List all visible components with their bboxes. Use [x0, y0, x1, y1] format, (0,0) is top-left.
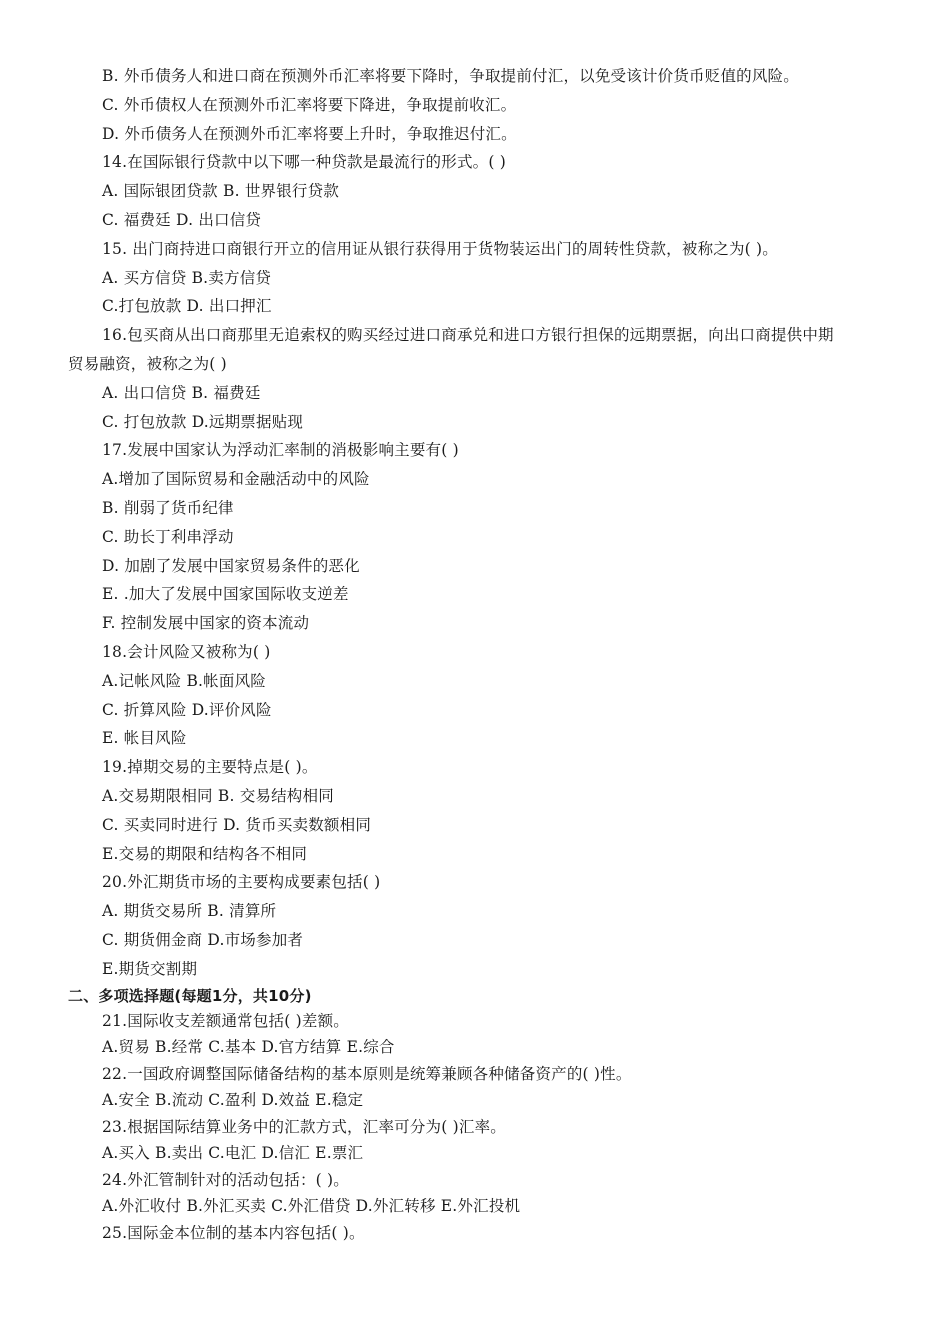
text-line: A. 期货交易所 B. 清算所: [102, 902, 277, 921]
text-line: F. 控制发展中国家的资本流动: [102, 614, 310, 633]
question-21: 21.国际收支差额通常包括( )差额。: [102, 1011, 349, 1030]
text-line: E. 帐目风险: [102, 729, 187, 748]
section-heading: 二、多项选择题(每题1分，共10分): [68, 986, 312, 1005]
text-line: D. 外币债务人在预测外币汇率将要上升时，争取推迟付汇。: [102, 124, 517, 143]
question-14: 14.在国际银行贷款中以下哪一种贷款是最流行的形式。( ): [102, 153, 506, 172]
text-line: C. 打包放款 D.远期票据贴现: [102, 412, 304, 431]
text-line: E.交易的期限和结构各不相同: [102, 844, 308, 863]
text-line: A.外汇收付 B.外汇买卖 C.外汇借贷 D.外汇转移 E.外汇投机: [102, 1197, 521, 1215]
question-16: 16.包买商从出口商那里无追索权的购买经过进口商承兑和进口方银行担保的远期票据，向出口商提供中期: [102, 326, 834, 345]
text-line: C. 买卖同时进行 D. 货币买卖数额相同: [102, 815, 372, 834]
text-line: A.贸易 B.经常 C.基本 D.官方结算 E.综合: [102, 1038, 395, 1056]
text-line: C. 福费廷 D. 出口信贷: [102, 210, 262, 229]
text-line: E.期货交割期: [102, 959, 198, 978]
text-line: E. .加大了发展中国家国际收支逆差: [102, 585, 349, 604]
question-25: 25.国际金本位制的基本内容包括( )。: [102, 1223, 365, 1242]
text-line: A.交易期限相同 B. 交易结构相同: [102, 786, 334, 805]
text-line: A. 出口信贷 B. 福费廷: [102, 383, 261, 402]
document-page: [0, 62, 950, 1246]
question-24: 24.外汇管制针对的活动包括：( )。: [102, 1170, 349, 1189]
question-19: 19.掉期交易的主要特点是( )。: [102, 758, 318, 777]
question-23: 23.根据国际结算业务中的汇款方式，汇率可分为( )汇率。: [102, 1117, 506, 1136]
text-line: C. 助长丁利串浮动: [102, 527, 234, 546]
text-line: B. 外币债务人和进口商在预测外币汇率将要下降时，争取提前付汇，以免受该计价货币贬值的风险。: [102, 67, 799, 85]
text-line: C. 期货佣金商 D.市场参加者: [102, 930, 304, 949]
text-line: A.记帐风险 B.帐面风险: [102, 671, 266, 690]
text-line: C.打包放款 D. 出口押汇: [102, 297, 272, 316]
question-18: 18.会计风险又被称为( ): [102, 642, 271, 661]
question-20: 20.外汇期货市场的主要构成要素包括( ): [102, 873, 381, 892]
question-22: 22.一国政府调整国际储备结构的基本原则是统筹兼顾各种储备资产的( )性。: [102, 1064, 632, 1083]
text-line: C. 折算风险 D.评价风险: [102, 700, 272, 719]
text-line: A.增加了国际贸易和金融活动中的风险: [102, 470, 370, 489]
text-line: A.买入 B.卖出 C.电汇 D.信汇 E.票汇: [102, 1144, 364, 1162]
text-line: A.安全 B.流动 C.盈利 D.效益 E.稳定: [102, 1091, 364, 1109]
text-line: D. 加剧了发展中国家贸易条件的恶化: [102, 556, 360, 575]
text-line: A. 国际银团贷款 B. 世界银行贷款: [102, 182, 340, 201]
text-line: C. 外币债权人在预测外币汇率将要下降进，争取提前收汇。: [102, 95, 517, 114]
question-16-continued: 贸易融资，被称之为( ): [68, 354, 227, 373]
text-line: B. 削弱了货币纪律: [102, 498, 234, 517]
question-15: 15. 出门商持进口商银行开立的信用证从银行获得用于货物装运出门的周转性贷款，被称之为( )。: [102, 239, 779, 258]
question-17: 17.发展中国家认为浮动汇率制的消极影响主要有( ): [102, 441, 459, 460]
text-line: A. 买方信贷 B.卖方信贷: [102, 268, 272, 287]
